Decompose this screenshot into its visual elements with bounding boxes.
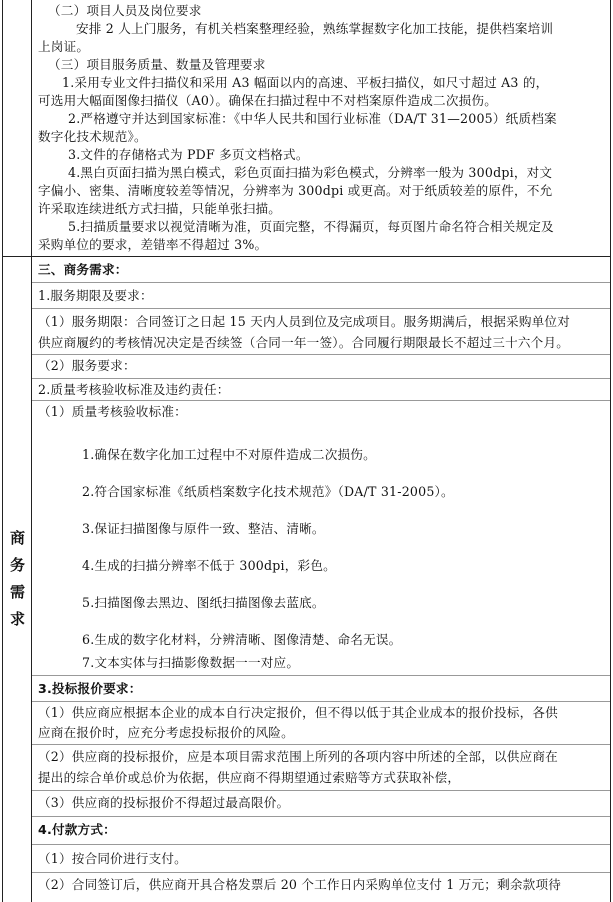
quality-standard-heading: （1）质量考核验收标准： — [38, 404, 187, 419]
project-requirements-section — [3, 0, 610, 257]
paragraph-line: 4.黑白页面扫描为黑白模式，彩色页面扫描为彩色模式，分辨率一般为 300dpi，对文 — [68, 165, 553, 180]
paragraph-line: 许采取连续进纸方式扫描，只能单张扫描。 — [38, 201, 282, 216]
quality-item: 7.文本实体与扫描影像数据一一对应。 — [82, 655, 300, 670]
service-requirement-heading: （2）服务要求： — [38, 358, 136, 373]
row-divider — [32, 844, 610, 845]
paragraph-line: 3.文件的存储格式为 PDF 多页文档格式。 — [68, 147, 309, 162]
quality-item: 2.符合国家标准《纸质档案数字化技术规范》（DA/T 31-2005）。 — [82, 484, 454, 499]
document-table — [2, 0, 611, 902]
paragraph-line: 供应商履约的考核情况决定是否续签（合同一年一签）。合同履行期限最长不超过三十六个月。 — [38, 335, 570, 350]
row-divider — [32, 308, 610, 309]
row-divider — [32, 872, 610, 873]
paragraph-line: 安排 2 人上门服务，有机关档案整理经验，熟练掌握数字化加工技能，提供档案培训 — [76, 21, 554, 36]
paragraph-line: 上岗证。 — [38, 39, 90, 54]
row-divider — [32, 282, 610, 283]
section-heading-personnel: （二）项目人员及岗位要求 — [48, 3, 202, 18]
row-label-char: 商 — [9, 529, 25, 547]
business-heading: 三、商务需求： — [38, 262, 128, 277]
row-label-char: 需 — [9, 583, 25, 601]
business-requirements-content — [32, 257, 610, 902]
paragraph-line: 字偏小、密集、清晰度较差等情况，分辨率为 300dpi 或更高。对于纸质较差的原件，不允 — [38, 183, 553, 198]
project-requirements-content — [32, 0, 610, 256]
paragraph-line: （3）供应商的投标报价不得超过最高限价。 — [38, 795, 290, 810]
paragraph-line: 数字化技术规范》。 — [38, 129, 147, 144]
payment-heading: 4.付款方式： — [38, 822, 116, 837]
paragraph-line: 采购单位的要求，差错率不得超过 3%。 — [38, 237, 268, 252]
quality-item: 6.生成的数字化材料，分辨清晰、图像清楚、命名无误。 — [82, 632, 402, 647]
row-divider — [32, 378, 610, 379]
quality-item: 1.确保在数字化加工过程中不对原件造成二次损伤。 — [82, 447, 376, 462]
quality-item: 4.生成的扫描分辨率不低于 300dpi，彩色。 — [82, 558, 336, 573]
quality-heading: 2.质量考核验收标准及违约责任： — [38, 382, 230, 397]
left-column-empty — [3, 0, 32, 256]
row-label-char: 务 — [9, 556, 25, 574]
row-divider — [32, 400, 610, 401]
quality-item: 5.扫描图像去黑边、图纸扫描图像去蓝底。 — [82, 595, 325, 610]
row-label-cell — [3, 257, 32, 902]
paragraph-line: 5.扫描质量要求以视觉清晰为准，页面完整，不得漏页，每页图片命名符合相关规定及 — [68, 219, 554, 234]
service-period-heading: 1.服务期限及要求： — [38, 288, 153, 303]
paragraph-line: （1）供应商应根据本企业的成本自行决定报价，但不得以低于其企业成本的报价投标，各供 — [38, 705, 558, 720]
row-divider — [32, 744, 610, 745]
section-heading-quality: （三）项目服务质量、数量及管理要求 — [48, 57, 266, 72]
paragraph-line: （1）服务期限：合同签订之日起 15 天内人员到位及完成项目。服务期满后，根据采购单位对 — [38, 314, 571, 329]
paragraph-line: （1）按合同价进行支付。 — [38, 851, 187, 866]
paragraph-line: 提出的综合单价或总价为依据，供应商不得期望通过索赔等方式获取补偿， — [38, 770, 461, 785]
row-label-business-requirements — [3, 525, 32, 633]
row-divider — [32, 701, 610, 702]
row-divider — [32, 790, 610, 791]
row-divider — [32, 675, 610, 676]
paragraph-line: 可选用大幅面图像扫描仪（A0）。确保在扫描过程中不对档案原件造成二次损伤。 — [38, 93, 497, 108]
bid-price-heading: 3.投标报价要求： — [38, 681, 142, 696]
business-requirements-section — [3, 257, 610, 902]
quality-item: 3.保证扫描图像与原件一致、整洁、清晰。 — [82, 521, 325, 536]
row-divider — [32, 816, 610, 817]
paragraph-line: 2.严格遵守并达到国家标准：《中华人民共和国行业标准（DA/T 31—2005）纸质档案 — [68, 111, 557, 126]
paragraph-line: 1.采用专业文件扫描仪和采用 A3 幅面以内的高速、平板扫描仪，如尺寸超过 A3 的， — [62, 75, 549, 90]
paragraph-line: （2）供应商的投标报价，应是本项目需求范围上所列的各项内容中所述的全部，以供应商在 — [38, 749, 558, 764]
paragraph-line: 应商在报价时，应充分考虑投标报价的风险。 — [38, 725, 294, 740]
row-label-char: 求 — [9, 610, 25, 628]
paragraph-line: （2）合同签订后，供应商开具合格发票后 20 个工作日内采购单位支付 1 万元；剩余款项待 — [38, 877, 562, 892]
row-divider — [32, 354, 610, 355]
